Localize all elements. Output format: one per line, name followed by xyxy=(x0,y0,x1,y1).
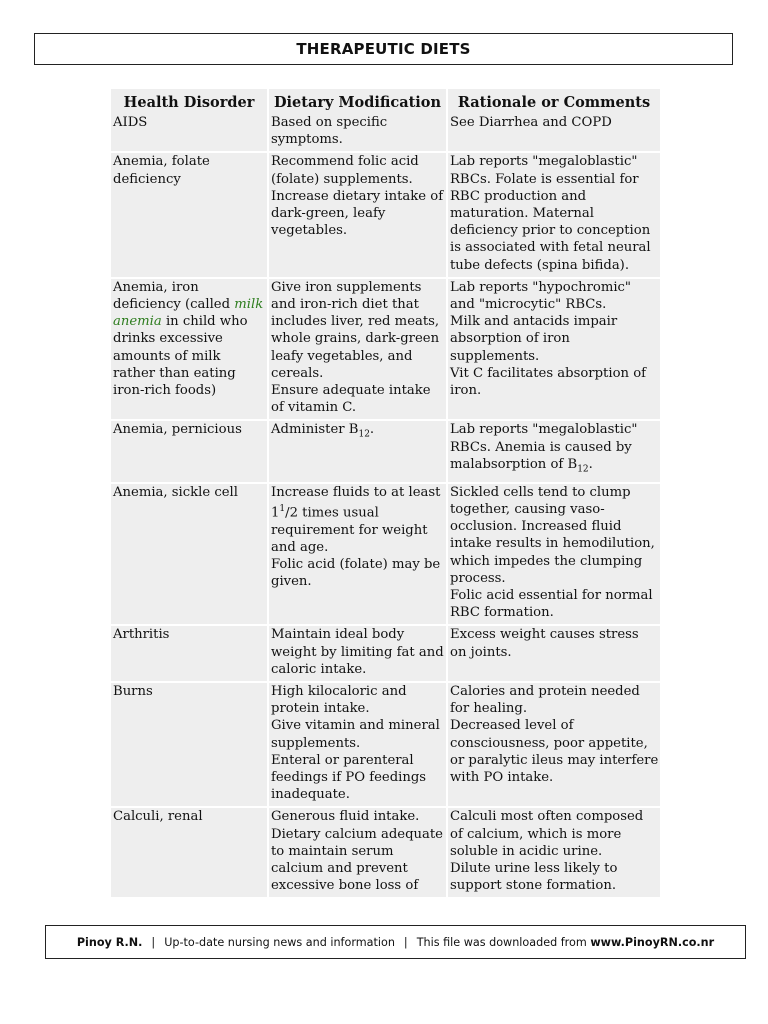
disorder-text: Burns xyxy=(113,683,153,699)
punctuation: . xyxy=(369,422,375,438)
modification-text: High kilocaloric and protein intake. xyxy=(271,683,407,717)
disorder-cell xyxy=(111,681,267,806)
column-header-dietary-modification: Dietary Modification xyxy=(269,89,446,114)
modification-text: Dietary calcium adequate to maintain serum calcium and prevent excessive bone loss of xyxy=(271,826,443,894)
rationale-text: Sickled cells tend to clump together, causing vaso-occlusion. Increased fluid intake results in hemodilution, which impedes the clumping process. xyxy=(450,484,655,586)
modification-cell xyxy=(269,114,446,151)
modification-cell xyxy=(269,277,446,420)
table-header-row xyxy=(111,89,660,114)
subscript: 12 xyxy=(577,464,589,475)
modification-cell xyxy=(269,419,446,481)
disorder-cell xyxy=(111,419,267,481)
modification-cell xyxy=(269,681,446,806)
disorder-text: Anemia, iron deficiency (called xyxy=(113,279,235,313)
rationale-text: Lab reports "hypochromic" and "microcytic" RBCs. xyxy=(450,279,631,313)
table-row xyxy=(111,151,660,276)
modification-cell xyxy=(269,482,446,625)
modification-text: Increase fluids to at least 1 xyxy=(271,484,441,521)
fraction-denominator: /2 xyxy=(285,505,298,521)
column-header-health-disorder: Health Disorder xyxy=(111,89,267,114)
therapeutic-diets-table xyxy=(109,89,662,897)
disorder-cell xyxy=(111,624,267,681)
table-row xyxy=(111,806,660,897)
disorder-text: Arthritis xyxy=(113,627,170,643)
modification-cell xyxy=(269,624,446,681)
disorder-cell xyxy=(111,806,267,897)
disorder-text: Calculi, renal xyxy=(113,809,203,825)
rationale-cell xyxy=(448,419,660,481)
rationale-text: See Diarrhea and COPD xyxy=(450,115,612,130)
page-footer xyxy=(45,925,746,959)
modification-text: Enteral or parenteral feedings if PO feedings inadequate. xyxy=(271,752,427,803)
table-row xyxy=(111,681,660,806)
modification-text: Based on specific symptoms. xyxy=(271,115,388,148)
footer-separator: | xyxy=(403,935,408,949)
disorder-text: Anemia, sickle cell xyxy=(113,484,238,500)
modification-cell xyxy=(269,806,446,897)
subscript: 12 xyxy=(358,430,370,441)
disorder-cell xyxy=(111,482,267,625)
modification-text: times usual requirement for weight and age. xyxy=(271,505,428,555)
footer-separator: | xyxy=(151,935,156,949)
rationale-cell xyxy=(448,482,660,625)
rationale-text: Excess weight causes stress on joints. xyxy=(450,627,639,660)
rationale-text: Calories and protein needed for healing. xyxy=(450,683,640,717)
footer-tagline: Up-to-date nursing news and information xyxy=(164,935,395,949)
disorder-text: Anemia, folate deficiency xyxy=(113,154,210,187)
rationale-cell xyxy=(448,681,660,806)
disorder-text: in child who drinks excessive amounts of milk rather than eating iron-rich foods) xyxy=(113,314,248,399)
punctuation: . xyxy=(588,456,593,472)
page-title: THERAPEUTIC DIETS xyxy=(34,33,733,65)
rationale-text: Folic acid essential for normal RBC formation. xyxy=(450,587,653,621)
rationale-text: Lab reports "megaloblastic" RBCs. Folate is essential for RBC production and maturation. Maternal deficiency prior to conception is associated with fetal neural tube defects (spina bifida). xyxy=(450,154,651,273)
footer-url-link[interactable]: www.PinoyRN.co.nr xyxy=(590,935,715,949)
modification-text: Administer B xyxy=(271,422,359,438)
table-row xyxy=(111,482,660,625)
column-header-rationale: Rationale or Comments xyxy=(448,89,660,114)
table-row xyxy=(111,277,660,420)
table-row xyxy=(111,114,660,151)
milk-anemia-highlight: milk anemia xyxy=(113,297,264,330)
modification-text: Ensure adequate intake of vitamin C. xyxy=(271,383,431,416)
disorder-cell xyxy=(111,114,267,151)
modification-text: Give vitamin and mineral supplements. xyxy=(271,718,440,751)
modification-text: Increase dietary intake of dark-green, leafy vegetables. xyxy=(271,188,444,239)
modification-text: Folic acid (folate) may be given. xyxy=(271,556,441,590)
footer-download-text: This file was downloaded from xyxy=(416,935,587,949)
rationale-cell xyxy=(448,806,660,897)
modification-text: Give iron supplements and iron-rich diet that includes liver, red meats, whole grains, dark-green leafy vegetables, and cereals. xyxy=(271,279,440,381)
rationale-cell xyxy=(448,624,660,681)
modification-text: Generous fluid intake. xyxy=(271,809,420,825)
disorder-text: AIDS xyxy=(113,115,148,130)
disorder-cell xyxy=(111,277,267,420)
rationale-cell xyxy=(448,277,660,420)
rationale-cell xyxy=(448,151,660,276)
rationale-text: Milk and antacids impair absorption of iron supplements. xyxy=(450,314,618,364)
rationale-text: Lab reports "megaloblastic" RBCs. Anemia is caused by malabsorption of B xyxy=(450,422,638,472)
rationale-cell xyxy=(448,114,660,151)
footer-brand: Pinoy R.N. xyxy=(76,935,143,949)
fraction-numerator: 1 xyxy=(279,503,286,514)
disorder-cell xyxy=(111,151,267,276)
rationale-text: Decreased level of consciousness, poor appetite, or paralytic ileus may interfere with PO intake. xyxy=(450,718,659,785)
rationale-text: Dilute urine less likely to support stone formation. xyxy=(450,860,618,894)
table-row xyxy=(111,419,660,481)
rationale-text: Calculi most often composed of calcium, which is more soluble in acidic urine. xyxy=(450,809,644,859)
modification-text: Recommend folic acid (folate) supplements. xyxy=(271,154,419,187)
modification-text: Maintain ideal body weight by limiting fat and caloric intake. xyxy=(271,627,444,677)
disorder-text: Anemia, pernicious xyxy=(113,422,242,438)
rationale-text: Vit C facilitates absorption of iron. xyxy=(450,365,647,399)
modification-cell xyxy=(269,151,446,276)
table-row xyxy=(111,624,660,681)
